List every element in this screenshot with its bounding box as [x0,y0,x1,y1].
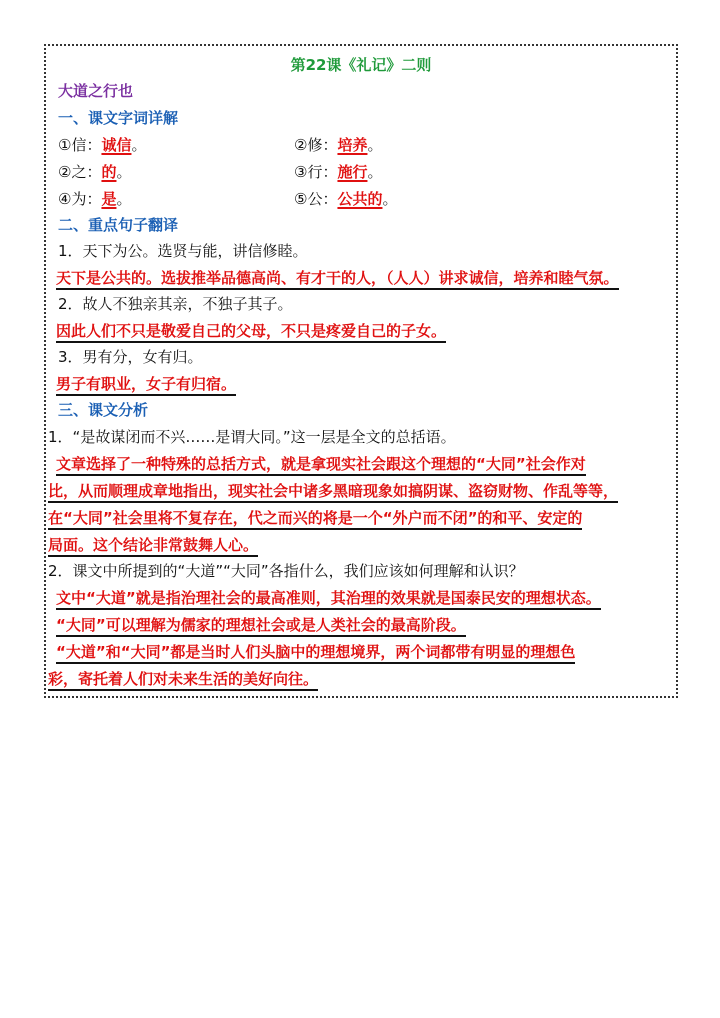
lesson-subtitle: 大道之行也 [58,82,134,100]
vocab-item: ①信：诚信。 [58,136,147,154]
vocab-answer: 施行 [337,163,368,181]
analysis-answer-line: 文章选择了一种特殊的总括方式，就是拿现实社会跟这个理想的“大同”社会作对 [56,453,586,475]
vocab-answer: 培养 [337,136,368,154]
analysis-answer-line: 比，从而顺理成章地指出，现实社会中诸多黑暗现象如搞阴谋、盗窃财物、作乱等等， [48,480,618,502]
translation-answer: 男子有职业，女子有归宿。 [56,373,236,395]
translation-answer: 因此人们不只是敬爱自己的父母，不只是疼爱自己的子女。 [56,320,446,342]
analysis-answer-line: 文中“大道”就是指治理社会的最高准则，其治理的效果就是国泰民安的理想状态。 [56,587,601,609]
analysis-question: 1．“是故谋闭而不兴……是谓大同。”这一层是全文的总括语。 [48,428,456,446]
analysis-answer-line: “大同”可以理解为儒家的理想社会或是人类社会的最高阶段。 [56,614,466,636]
translation-question: 2．故人不独亲其亲，不独子其子。 [58,295,293,313]
section1-heading: 一、课文字词详解 [58,109,179,127]
analysis-answer-line: 在“大同”社会里将不复存在，代之而兴的将是一个“外户而不闭”的和平、安定的 [48,507,582,529]
worksheet-frame [44,44,678,698]
translation-question: 3．男有分，女有归。 [58,348,203,366]
analysis-answer-line: 彩，寄托着人们对未来生活的美好向往。 [48,668,318,690]
vocab-answer: 的 [101,163,117,181]
vocab-item: ③行：施行。 [294,163,383,181]
analysis-question: 2．课文中所提到的“大道”“大同”各指什么，我们应该如何理解和认识？ [48,562,524,580]
vocab-item: ⑤公：公共的。 [294,190,398,208]
analysis-answer-line: “大道”和“大同”都是当时人们头脑中的理想境界，两个词都带有明显的理想色 [56,641,575,663]
vocab-item: ②修：培养。 [294,136,383,154]
vocab-item: ④为：是。 [58,190,132,208]
vocab-answer: 公共的 [337,190,383,208]
page-title: 第22课《礼记》二则 [290,56,432,74]
translation-answer: 天下是公共的。选拔推举品德高尚、有才干的人，（人人）讲求诚信，培养和睦气氛。 [56,267,619,289]
section3-heading: 三、课文分析 [58,401,149,419]
analysis-answer-line: 局面。这个结论非常鼓舞人心。 [48,534,258,556]
vocab-answer: 是 [101,190,117,208]
vocab-item: ②之：的。 [58,163,132,181]
vocab-answer: 诚信 [101,136,132,154]
section2-heading: 二、重点句子翻译 [58,216,179,234]
translation-question: 1．天下为公。选贤与能，讲信修睦。 [58,242,308,260]
